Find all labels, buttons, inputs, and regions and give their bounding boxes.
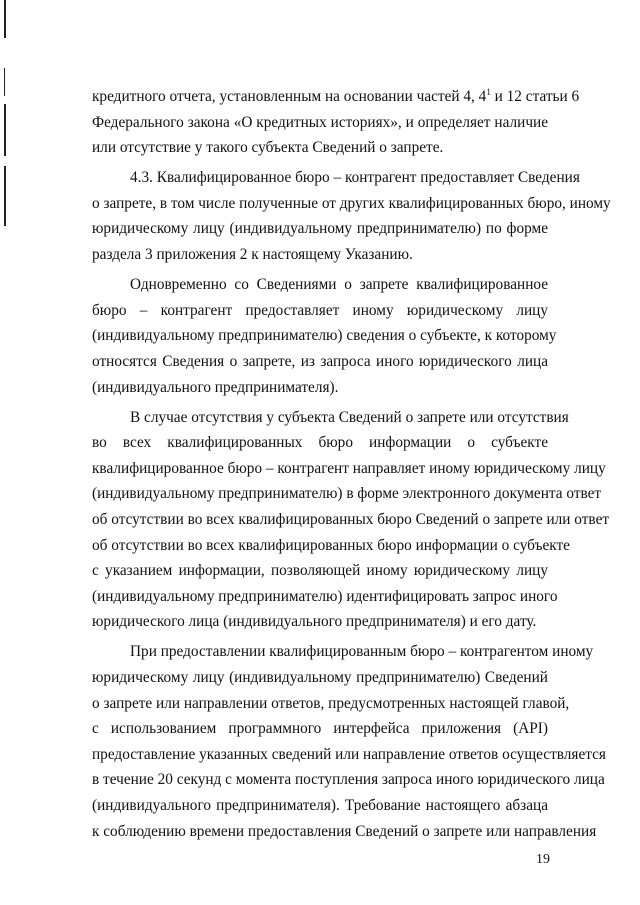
paragraph [92, 272, 557, 400]
text-line: (индивидуального предпринимателя). [92, 378, 339, 396]
text-line: о запрете или направлении ответов, предусмотренных настоящей главой, [92, 694, 570, 712]
text-line: (индивидуальному предпринимателю) сведения о субъекте, к которому [92, 327, 557, 345]
text-line: кредитного отчета, установленным на основании частей 4, $4^1$ и 12 статьи 6 [92, 87, 580, 105]
text-line: об отсутствии во всех квалифицированных бюро Сведений о запрете или ответ [92, 511, 610, 528]
text-line: об отсутствии во всех квалифицированных бюро информации о субъекте [92, 536, 570, 554]
document-body [92, 84, 611, 849]
text-line: Федерального закона «О кредитных историях», и определяет наличие [92, 113, 548, 131]
scan-edge-mark [4, 68, 5, 96]
paragraph [92, 639, 606, 844]
text-line: в течение 20 секунд с момента поступления запроса иного юридического лица [92, 771, 605, 789]
text-line: с указанием информации, позволяющей иному юридическому лицу [92, 562, 548, 580]
text-line: к соблюдению времени предоставления Сведений о запрете или направления [92, 822, 597, 840]
text-line: бюро – контрагент предоставляет иному юридическому лицу [92, 301, 548, 319]
text-line: во всех квалифицированных бюро информации о субъекте [92, 434, 548, 452]
text-line: квалифицированное бюро – контрагент направляет иному юридическому лицу [92, 459, 606, 477]
text-line: юридического лица (индивидуального предпринимателя) и его дату. [92, 613, 537, 631]
paragraph [92, 405, 610, 635]
text-line: В случае отсутствия у субъекта Сведений о запрете или отсутствия [130, 408, 569, 426]
scan-edge-mark [4, 104, 6, 156]
text-line: юридическому лицу (индивидуальному предпринимателю) Сведений [92, 669, 548, 687]
paragraph [92, 84, 580, 161]
text-line: раздела 3 приложения 2 к настоящему Указанию. [92, 246, 413, 264]
text-line: о запрете, в том числе полученные от других квалифицированных бюро, иному [92, 194, 611, 212]
page-number: 19 [536, 852, 550, 867]
text-line: с использованием программного интерфейса приложения (API) [92, 720, 548, 738]
scan-edge-mark [4, 0, 6, 38]
text-line: Одновременно со Сведениями о запрете квалифицированное [130, 276, 548, 294]
text-line: (индивидуальному предпринимателю) идентифицировать запрос иного [92, 587, 558, 605]
scan-edge-mark [4, 166, 6, 226]
text-line: относятся Сведения о запрете, из запроса иного юридического лица [92, 352, 548, 370]
text-line: или отсутствие у такого субъекта Сведений о запрете. [92, 139, 444, 157]
text-line: (индивидуальному предпринимателю) в форме электронного документа ответ [92, 485, 602, 503]
text-line: При предоставлении квалифицированным бюро – контрагентом иному [130, 643, 594, 661]
text-line: (индивидуального предпринимателя). Требование настоящего абзаца [92, 797, 548, 815]
text-line: 4.3. Квалифицированное бюро – контрагент предоставляет Сведения [130, 169, 580, 187]
text-line: юридическому лицу (индивидуальному предпринимателю) по форме [92, 220, 548, 238]
paragraph [92, 165, 611, 267]
text-line: предоставление указанных сведений или направление ответов осуществляется [92, 745, 606, 763]
